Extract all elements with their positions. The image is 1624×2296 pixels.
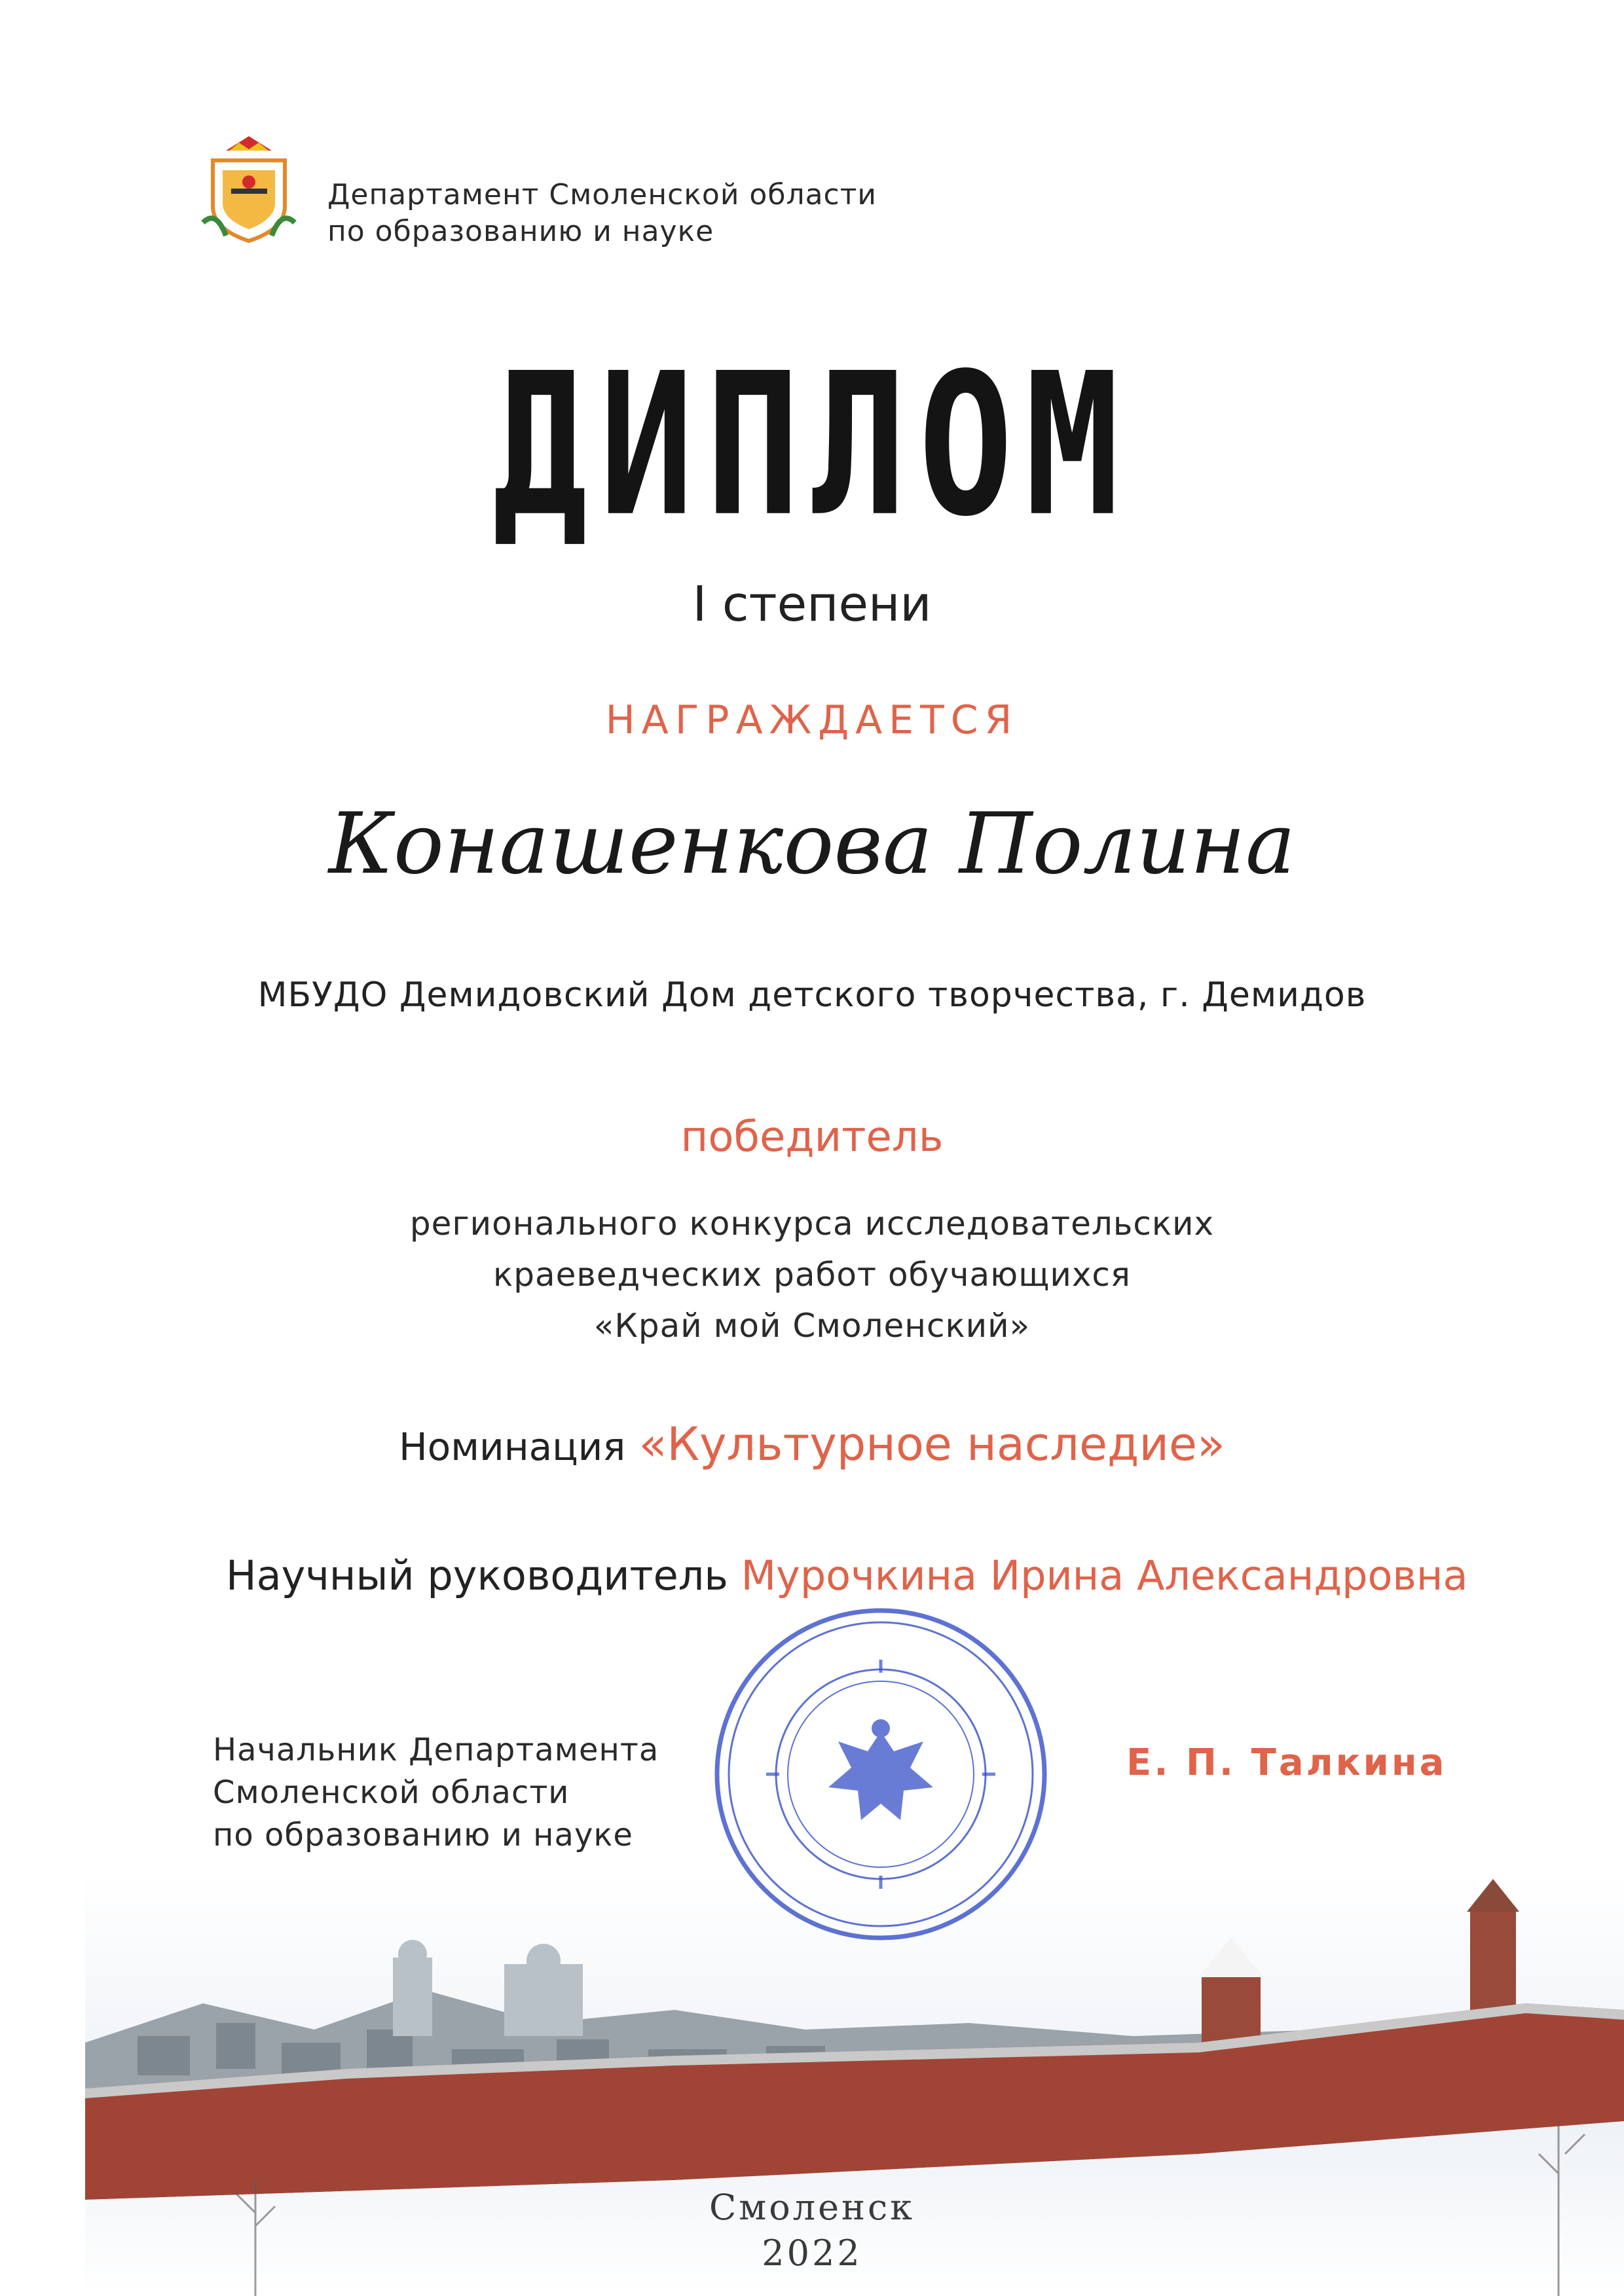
diploma-title: ДИПЛОМ <box>492 331 1132 560</box>
department-name-line2: по образованию и науке <box>327 215 714 248</box>
signatory-title-line1: Начальник Департамента <box>213 1732 659 1768</box>
nomination <box>0 1417 1624 1471</box>
recipient-name: Конашенкова Полина <box>328 795 1296 893</box>
signatory-name: Е. П. Талкина <box>1126 1741 1447 1784</box>
competition-line3: «Край мой Смоленский» <box>593 1307 1031 1345</box>
nomination-label: Номинация <box>399 1425 626 1469</box>
department-name-line1: Департамент Смоленской области <box>327 178 877 211</box>
signatory-title-line3: по образованию и науке <box>213 1817 633 1853</box>
supervisor <box>226 1552 1467 1599</box>
signatory-title-line2: Смоленской области <box>213 1774 570 1811</box>
diploma-degree: I степени <box>692 576 932 632</box>
status-winner: победитель <box>680 1113 944 1161</box>
nomination-value: «Культурное наследие» <box>638 1417 1225 1471</box>
competition-line2: краеведческих работ обучающихся <box>493 1256 1131 1294</box>
footer-year: 2022 <box>762 2232 862 2274</box>
coat-of-arms-icon <box>200 131 298 246</box>
awarded-label: НАГРАЖДАЕТСЯ <box>605 697 1019 743</box>
footer-city: Смоленск <box>709 2187 915 2228</box>
organization: МБУДО Демидовский Дом детского творчества, г. Демидов <box>257 975 1367 1015</box>
supervisor-label: Научный руководитель <box>226 1552 728 1599</box>
supervisor-name: Мурочкина Ирина Александровна <box>741 1552 1468 1599</box>
competition-line1: регионального конкурса исследовательских <box>409 1205 1215 1243</box>
official-stamp <box>707 1601 1054 1948</box>
